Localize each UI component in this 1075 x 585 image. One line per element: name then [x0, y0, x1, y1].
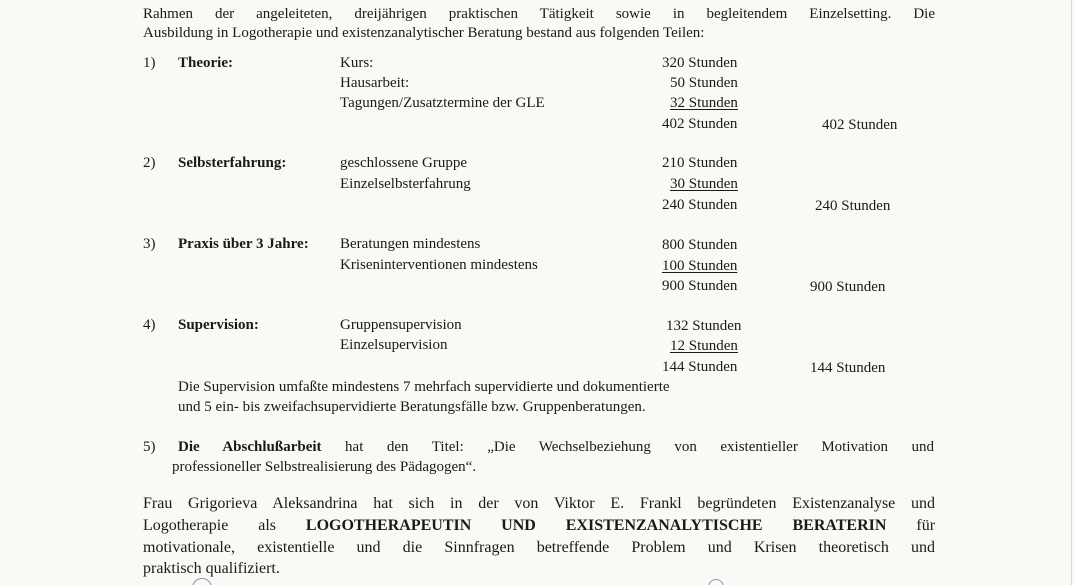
section-5-line-2: professioneller Selbstrealisierung des Pädagogen“. [172, 459, 477, 475]
stamp-fragment-right [708, 579, 724, 585]
section-4-note-line-1: Die Supervision umfaßte mindestens 7 mehrfach supervidierte und dokumentierte [178, 379, 670, 395]
section-2-item-2-value: 30 Stunden [670, 176, 738, 192]
section-4-title: Supervision: [178, 317, 259, 333]
section-1-item-3-label: Tagungen/Zusatztermine der GLE [340, 95, 545, 111]
section-1-item-1-label: Kurs: [340, 55, 374, 71]
section-3-item-1-label: Beratungen mindestens [340, 236, 481, 252]
section-4-number: 4) [143, 317, 156, 333]
section-2-subtotal: 240 Stunden [662, 197, 738, 213]
section-5-text-a: hat den Titel: „Die Wechselbeziehung von existentieller Motivation und [345, 439, 935, 455]
closing-line-4: praktisch qualifiziert. [143, 560, 280, 577]
section-2-total: 240 Stunden [815, 198, 891, 214]
section-1-total: 402 Stunden [822, 117, 898, 133]
section-5-title: Die Abschlußarbeit [178, 439, 322, 455]
intro-line-2: Ausbildung in Logotherapie und existenzanalytischer Beratung bestand aus folgenden Teilen: [143, 25, 705, 41]
closing-line-1: Frau Grigorieva Aleksandrina hat sich in der von Viktor E. Frankl begründeten Existenzanalyse und [143, 495, 935, 512]
section-2-item-1-value: 210 Stunden [662, 155, 738, 171]
section-4-total: 144 Stunden [810, 360, 886, 376]
section-3-number: 3) [143, 236, 156, 252]
section-1-title: Theorie: [178, 55, 233, 71]
section-4-item-2-value: 12 Stunden [670, 338, 738, 354]
section-4-note-line-2: und 5 ein- bis zweifachsupervidierte Beratungsfälle bzw. Gruppenberatungen. [178, 399, 646, 415]
section-2-item-1-label: geschlossene Gruppe [340, 155, 468, 171]
closing-line-2-b: für [916, 517, 936, 534]
section-3-title: Praxis über 3 Jahre: [178, 236, 309, 252]
section-2-title: Selbsterfahrung: [178, 155, 287, 171]
page-edge [1071, 0, 1072, 585]
section-1-item-2-value: 50 Stunden [670, 75, 738, 91]
section-3-item-2-label: Kriseninterventionen mindestens [340, 257, 538, 273]
section-1-number: 1) [143, 55, 156, 71]
qualification-title: LOGOTHERAPEUTIN UND EXISTENZANALYTISCHE BERATERIN [305, 517, 887, 534]
section-3-total: 900 Stunden [810, 279, 886, 295]
closing-line-2-a: Logotherapie als [143, 517, 276, 534]
section-1-item-3-value: 32 Stunden [670, 95, 738, 111]
intro-line-1: Rahmen der angeleiteten, dreijährigen praktischen Tätigkeit sowie in begleitendem Einzelsetting. Die [143, 6, 935, 22]
section-2-number: 2) [143, 155, 156, 171]
section-3-subtotal: 900 Stunden [662, 278, 738, 294]
closing-line-2 [143, 516, 935, 536]
section-4-item-1-value: 132 Stunden [666, 318, 742, 334]
stamp-fragment-left [192, 578, 212, 585]
section-1-subtotal: 402 Stunden [662, 116, 738, 132]
section-4-item-2-label: Einzelsupervision [340, 337, 448, 353]
section-1-item-1-value: 320 Stunden [662, 55, 738, 71]
section-3-item-1-value: 800 Stunden [662, 237, 738, 253]
section-4-item-1-label: Gruppensupervision [340, 317, 462, 333]
section-3-item-2-value: 100 Stunden [662, 258, 738, 274]
section-5-line-1 [178, 437, 934, 457]
section-1-item-2-label: Hausarbeit: [340, 75, 410, 91]
closing-line-3: motivationale, existentielle und die Sinnfragen betreffende Problem und Krisen theoretisch und [143, 539, 935, 556]
section-4-subtotal: 144 Stunden [662, 359, 738, 375]
section-5-number: 5) [143, 439, 156, 455]
section-2-item-2-label: Einzelselbsterfahrung [340, 176, 471, 192]
